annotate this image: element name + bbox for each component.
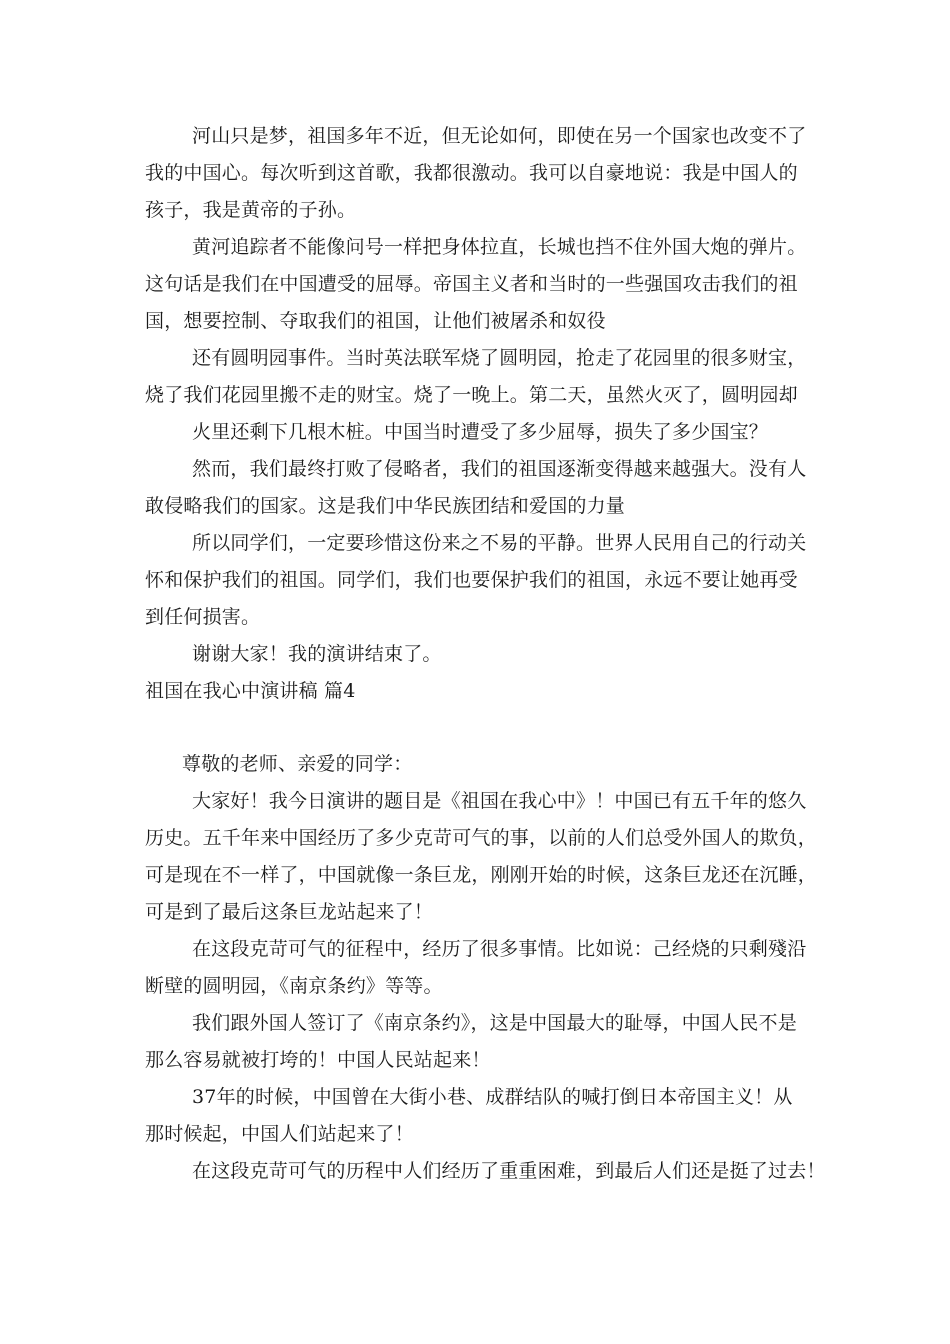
paragraph-line: 可是现在不一样了，中国就像一条巨龙，刚刚开始的时候，这条巨龙还在沉睡， bbox=[145, 864, 818, 886]
paragraph-line: 到任何损害。 bbox=[145, 606, 261, 628]
paragraph-line: 烧了我们花园里搬不走的财宝。烧了一晚上。第二天，虽然火灭了，圆明园却 bbox=[145, 384, 798, 406]
paragraph-line: 这句话是我们在中国遭受的屈辱。帝国主义者和当时的一些强国攻击我们的祖 bbox=[145, 273, 798, 295]
paragraph-line: 在这段克苛可气的征程中，经历了很多事情。比如说：己经烧的只剩殘沿 bbox=[192, 938, 807, 960]
paragraph-line: 敢侵略我们的国家。这是我们中华民族团结和爱国的力量 bbox=[145, 495, 626, 517]
paragraph-line: 河山只是梦，祖国多年不近，但无论如何，即使在另一个国家也改变不了 bbox=[192, 125, 807, 147]
paragraph-line: 黄河追踪者不能像问号一样把身体拉直，长城也挡不住外国大炮的弹片。 bbox=[192, 236, 807, 258]
paragraph-line: 国，想要控制、夺取我们的祖国，让他们被屠杀和奴役 bbox=[145, 310, 606, 332]
paragraph-line: 还有圆明园事件。当时英法联军烧了圆明园，抢走了花园里的很多财宝， bbox=[192, 347, 807, 369]
salutation: 尊敬的老师、亲爱的同学： bbox=[182, 753, 413, 775]
paragraph-line: 在这段克苛可气的历程中人们经历了重重困难，到最后人们还是挺了过去！ bbox=[192, 1160, 826, 1182]
paragraph-line: 那么容易就被打垮的！中国人民站起来！ bbox=[145, 1049, 491, 1071]
paragraph-line: 我们跟外国人签订了《南京条约》，这是中国最大的耻辱，中国人民不是 bbox=[192, 1012, 797, 1034]
paragraph-line: 所以同学们，一定要珍惜这份来之不易的平静。世界人民用自己的行动关 bbox=[192, 532, 807, 554]
paragraph-line: 我的中国心。每次听到这首歌，我都很激动。我可以自豪地说：我是中国人的 bbox=[145, 162, 798, 184]
paragraph-line: 37年的时候，中国曾在大街小巷、成群结队的喊打倒日本帝国主义！从 bbox=[192, 1086, 793, 1108]
paragraph-line: 断壁的圆明园，《南京条约》等等。 bbox=[145, 975, 443, 997]
paragraph-line: 孩子，我是黄帝的子孙。 bbox=[145, 199, 357, 221]
paragraph-line: 大家好！我今日演讲的题目是《祖国在我心中》！中国已有五千年的悠久 bbox=[192, 790, 807, 812]
paragraph-line: 谢谢大家！我的演讲结束了。 bbox=[192, 643, 442, 665]
paragraph-line: 然而，我们最终打败了侵略者，我们的祖国逐渐变得越来越强大。没有人 bbox=[192, 458, 807, 480]
paragraph-line: 历史。五千年来中国经历了多少克苛可气的事，以前的人们总受外国人的欺负， bbox=[145, 827, 818, 849]
section-heading: 祖国在我心中演讲稿 篇4 bbox=[145, 680, 356, 702]
paragraph-line: 火里还剩下几根木桩。中国当时遭受了多少屈辱，损失了多少国宝？ bbox=[192, 421, 769, 443]
paragraph-line: 可是到了最后这条巨龙站起来了！ bbox=[145, 901, 434, 923]
paragraph-line: 怀和保护我们的祖国。同学们，我们也要保护我们的祖国，永远不要让她再受 bbox=[145, 569, 798, 591]
paragraph-line: 那时候起，中国人们站起来了！ bbox=[145, 1123, 414, 1145]
